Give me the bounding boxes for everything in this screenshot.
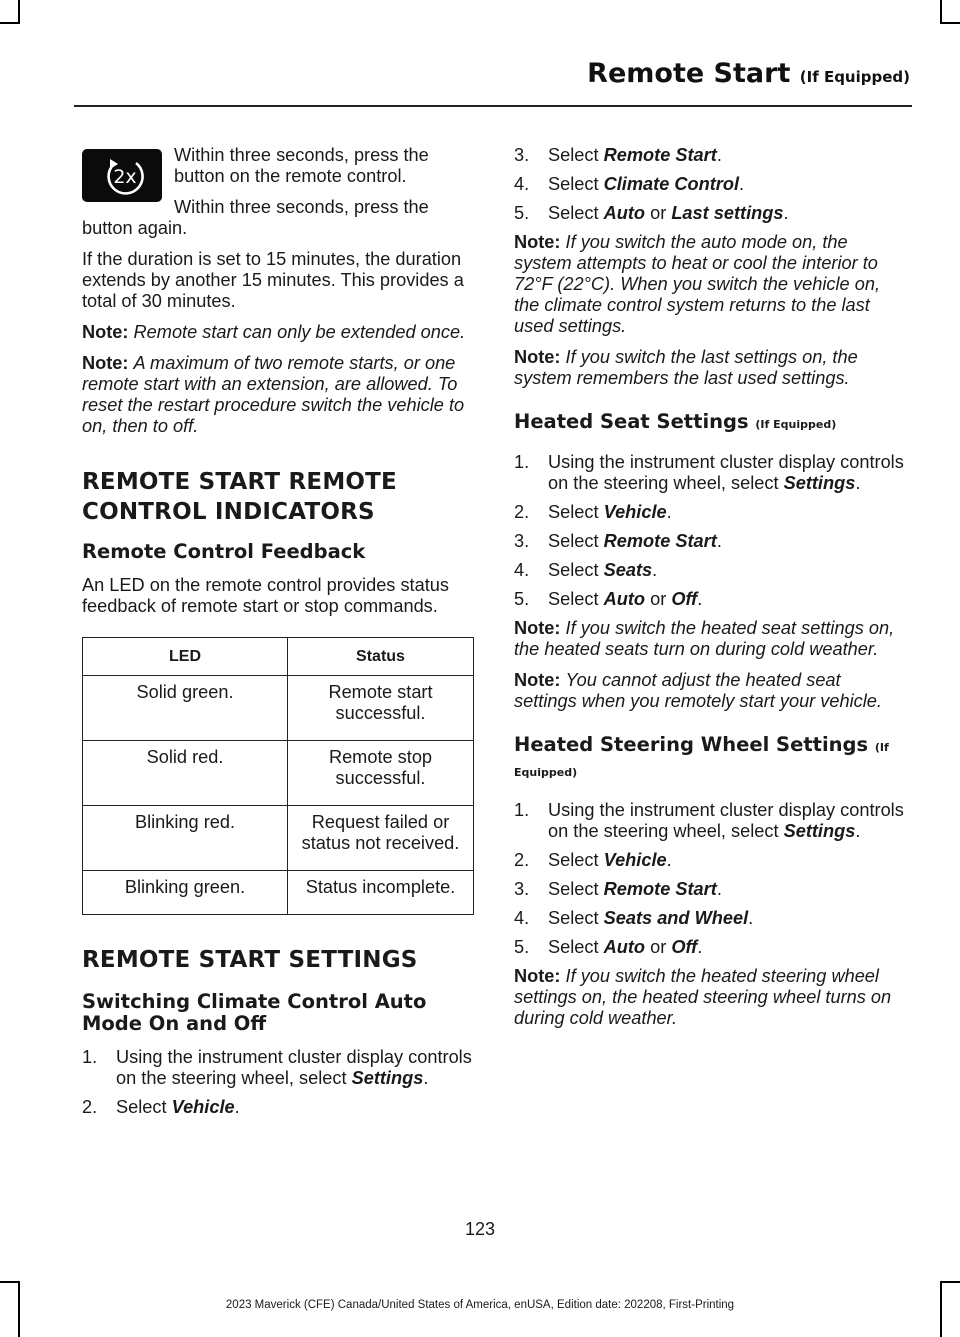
crop-mark [940, 0, 942, 22]
page-footer: 2023 Maverick (CFE) Canada/United States of America, enUSA, Edition date: 202208, First-Printing [225, 1299, 735, 1311]
list-item: 5. Select Auto or Last settings. [514, 203, 789, 223]
steps-list [82, 1047, 474, 1118]
table-header-row [83, 638, 474, 676]
header-title-text: Remote Start [587, 58, 791, 89]
table-cell: Remote stop successful. [288, 741, 474, 806]
list-item: 4. Select Seats. [514, 560, 658, 580]
note: Note: If you switch the last settings on, the system remembers the last used settings. [514, 347, 858, 388]
list-item: 3. Select Remote Start. [514, 531, 722, 551]
note: Note: If you switch the heated seat settings on, the heated seats turn on during cold weather. [514, 618, 895, 659]
table-row [83, 806, 474, 871]
list-item: 3. Select Remote Start. [514, 879, 722, 899]
steps-list [514, 145, 906, 224]
table-cell: Remote start successful. [288, 676, 474, 741]
list-item: 2. Select Vehicle. [514, 850, 672, 870]
section-heading: REMOTE START SETTINGS [82, 947, 418, 973]
table-row [83, 676, 474, 741]
left-column [82, 145, 474, 1126]
list-item: 4. Select Seats and Wheel. [514, 908, 754, 928]
section-heading: REMOTE START REMOTE CONTROL INDICATORS [82, 469, 397, 525]
paragraph: If the duration is set to 15 minutes, the duration extends by another 15 minutes. This provides a total of 30 minutes. [82, 249, 464, 311]
paragraph: An LED on the remote control provides status feedback of remote start or stop commands. [82, 575, 449, 616]
table-row [83, 871, 474, 915]
table-cell: Status incomplete. [288, 871, 474, 915]
note: Note: If you switch the auto mode on, the system attempts to heat or cool the interior to 72°F (22°C). When you switch the vehicle on, the climate control system returns to the last used settings. [514, 232, 881, 336]
table-cell: Blinking red. [83, 806, 288, 871]
paragraph: Within three seconds, press the button on the remote control. [174, 145, 429, 186]
list-item: 5. Select Auto or Off. [514, 937, 703, 957]
list-item: 4. Select Climate Control. [514, 174, 745, 194]
list-item: 2. Select Vehicle. [82, 1097, 240, 1117]
list-item: 5. Select Auto or Off. [514, 589, 703, 609]
page-number: 123 [464, 1219, 496, 1239]
table-row [83, 741, 474, 806]
subsection-heading: Heated Seat Settings (If Equipped) [514, 410, 837, 433]
list-item: 1. Using the instrument cluster display controls on the steering wheel, select Settings. [514, 452, 904, 493]
page-header-title [0, 58, 910, 89]
header-divider [74, 105, 912, 107]
note: Note: You cannot adjust the heated seat settings when you remotely start your vehicle. [514, 670, 882, 711]
paragraph: Within three seconds, press the button again. [82, 197, 429, 238]
table-cell: Solid green. [83, 676, 288, 741]
steps-list [514, 452, 906, 610]
note: Note: A maximum of two remote starts, or one remote start with an extension, are allowed. To reset the restart procedure switch the vehicle to on, then to off. [82, 353, 465, 436]
subsection-heading: Switching Climate Control Auto Mode On and Off [82, 990, 427, 1035]
note: Note: Remote start can only be extended once. [82, 322, 466, 342]
crop-mark [0, 1281, 20, 1283]
table-cell: Blinking green. [83, 871, 288, 915]
crop-mark [940, 1281, 960, 1283]
crop-mark [18, 0, 20, 22]
steps-list [514, 800, 906, 958]
subsection-heading: Heated Steering Wheel Settings (If Equipped) [514, 733, 889, 779]
column-header: Status [288, 638, 474, 676]
table-cell: Request failed or status not received. [288, 806, 474, 871]
press-twice-2x-icon [82, 149, 162, 202]
list-item: 1. Using the instrument cluster display controls on the steering wheel, select Settings. [82, 1047, 472, 1088]
list-item: 3. Select Remote Start. [514, 145, 722, 165]
crop-mark [0, 22, 20, 24]
header-title-suffix: (If Equipped) [799, 68, 910, 86]
list-item: 2. Select Vehicle. [514, 502, 672, 522]
table-cell: Solid red. [83, 741, 288, 806]
badge-text: 2x [113, 166, 137, 188]
led-status-table [82, 637, 474, 915]
note: Note: If you switch the heated steering wheel settings on, the heated steering wheel turns on during cold weather. [514, 966, 892, 1028]
right-column [514, 145, 906, 1039]
list-item: 1. Using the instrument cluster display controls on the steering wheel, select Settings. [514, 800, 904, 841]
column-header: LED [83, 638, 288, 676]
subsection-heading: Remote Control Feedback [82, 540, 366, 563]
crop-mark [940, 22, 960, 24]
